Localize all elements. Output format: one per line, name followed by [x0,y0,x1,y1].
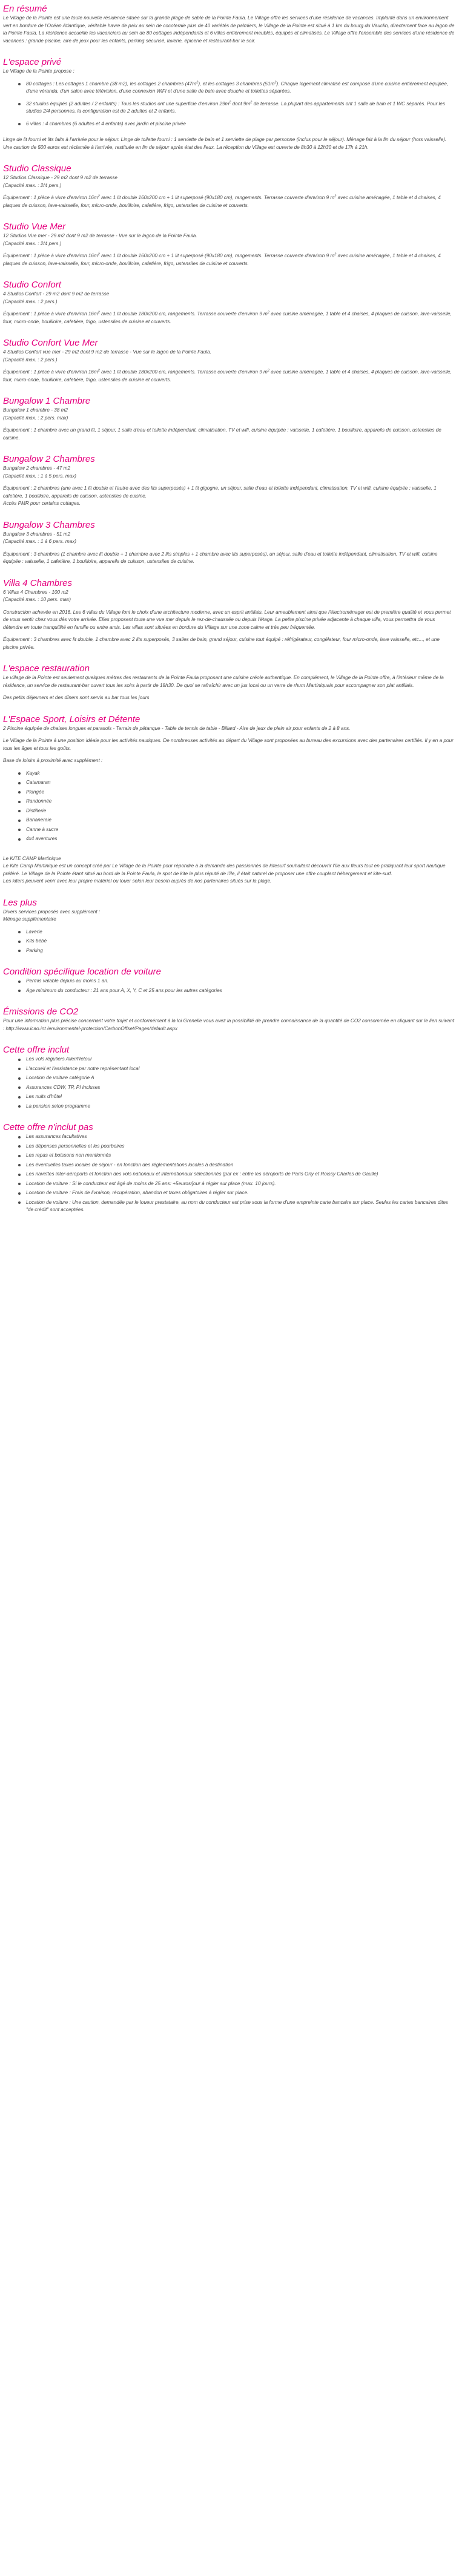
bungalow-2-pmr: Accès PMR pour certains cottages. [3,501,81,506]
studio-classique-equip: Équipement : 1 pièce à vivre d'environ $16m^2$ avec 1 lit double 160x200 cm + 1 lit superposé (90x180 cm), rangements. Terrasse couverte d'environ 9 $m^2$ avec cuisine aménagée, 1 table et 4 chaises, 4 plaques de cuisson, lave-vaisselle, four, micro-onde, bouilloire, cafetière, frigo, ustensiles de cuisine et couverts. [3,194,441,208]
list-item: 4x4 aventures [26,835,455,843]
section-title-studio-confort-vue-mer: Studio Confort Vue Mer [3,338,98,348]
list-item: Age minimum du conducteur : 21 ans pour A, X, Y, C et 25 ans pour les autres catégories [26,987,455,995]
studio-classique-line2: (Capacité max. : 2/4 pers.) [3,182,62,188]
sport-p2: Le Village de la Pointe à une position idéale pour les activités nautiques. De nombreuses activités au départ du Village sont proposées au bureau des excursions avec des partenaires certifiés. Il y en a pour tous les âges et tous les goûts. [3,738,454,751]
bungalow-2-equip: Équipement : 2 chambres (une avec 1 lit double et l'autre avec des lits superposés) + 1 lit gigogne, un séjour, salle d'eau et toilette indépendant, climatisation, TV et wifi, cuisine équipée : vaisselle, 1 cafetière, 1 bouilloire, appareils de cuisson, ustensiles de cuisine. [3,485,437,499]
list-item: Kits bébé [26,938,455,945]
inclut-list [3,1056,455,1110]
villa-4-desc: Construction achevée en 2016. Les 6 villas du Village font le choix d'une architecture moderne, avec un esprit antillais. Leur ameublement ainsi que l'électroménager est de première qualité et vous permet de vous sentir chez vous dès votre arrivée. Elles proposent toute une vue mer depuis le rez-de-chaussée ou depuis l'étage. La petite piscine privée adjacente à chaque villa, vous permettra de vous détendre en toute tranquillité en famille ou entre amis. Les villas sont situées en bordure du Village sur une zone calme et très peu fréquentée. [3,609,451,630]
sport-p3: Base de loisirs à proximité avec supplément : [3,758,103,763]
list-item: Location de voiture : Frais de livraison, récupération, abandon et taxes obligatoires à régler sur place. [26,1189,455,1197]
list-item: Catamaran [26,779,455,787]
list-item: Parking [26,947,455,955]
studio-confort-vue-mer-line1: 4 Studios Confort vue mer - 29 m2 dont 9 m2 de terrasse - Vue sur le lagon de la Pointe Faula. [3,349,211,355]
section-title-restauration: L'espace restauration [3,663,90,674]
list-item: Les vols réguliers Aller/Retour [26,1056,455,1063]
list-item: Les nuits d'hôtel [26,1093,455,1101]
bungalow-3-line2: (Capacité max. : 1 à 6 pers. max) [3,539,77,544]
list-item: Plongée [26,789,455,797]
villa-4-equip: Équipement : 3 chambres avec lit double, 1 chambre avec 2 lits superposés, 3 salles de bain, grand séjour, cuisine tout équipé : réfrigérateur, congélateur, four micro-onde, lave vaisselle, etc..., et une piscine privée. [3,637,440,650]
section-title-studio-classique: Studio Classique [3,163,71,174]
list-item: Bananeraie [26,816,455,824]
restauration-p2: Des petits déjeuners et des dîners sont servis au bar tous les jours [3,695,150,700]
section-title-sport: L'Espace Sport, Loisirs et Détente [3,714,140,724]
section-title-voiture: Condition spécifique location de voiture [3,967,161,977]
kite-text: Le Kite Camp Martinique est un concept créé par Le Village de la Pointe pour répondre à la demande des passionnés de kitesurf souhaitant découvrir l'île aux fleurs tout en pratiquant leur sport nautique préféré. Le Village de la Pointe étant situé au bord de la Pointe Faula, le spot de kite le plus réputé de l'île, il était naturel de proposer une offre couplant hébergement et kite-surf. [3,863,446,876]
studio-confort-line2: (Capacité max. : 2 pers.) [3,298,58,304]
list-item: Permis valable depuis au moins 1 an. [26,978,455,985]
section-title-studio-vue-mer: Studio Vue Mer [3,222,66,232]
list-item: 80 cottages : Les cottages 1 chambre (38 m2), les cottages 2 chambres $(47m^2)$, et les cottages 3 chambres $(51m^2)$. Chaque logement climatisé est composé d'une cuisine entièrement équipée, d'une véranda, d'un salon avec télévision, d'une connexion WiFi et d'une salle de bain avec douche et toilettes séparées. [26,80,455,96]
kite-title: Le KITE CAMP Martinique [3,855,61,861]
bungalow-1-line2: (Capacité max. : 2 pers. max) [3,415,68,421]
list-item: Les dépenses personnelles et les pourboires [26,1143,455,1151]
restauration-p1: Le village de la Pointe est seulement quelques mètres des restaurants de la Pointe Faula proposant une cuisine créole authentique. En complément, le Village de la Pointe offre, à l'intérieur même de la résidence, un service de restaurant-bar ouvert tous les soirs à partir de 18h30. De quoi se rafraîchir avec un jus local ou un verre de rhum Martiniquais pour accompagner son plat antillais. [3,675,444,688]
studio-vue-mer-equip: Équipement : 1 pièce à vivre d'environ $16m^2$ avec 1 lit double 160x200 cm + 1 lit superposé (90x180 cm), rangements. Terrasse couverte d'environ 9 $m^2$ avec cuisine aménagée, 1 table et 4 chaises, 4 plaques de cuisson, lave-vaisselle, four, micro-onde, bouilloire, cafetière, frigo, ustensiles de cuisine et couverts. [3,252,441,266]
list-item: Canne à sucre [26,826,455,834]
list-item: Kayak [26,770,455,778]
bungalow-2-line2: (Capacité max. : 1 à 5 pers. max) [3,473,77,479]
studio-confort-vue-mer-line2: (Capacité max. : 2 pers.) [3,356,58,363]
plus-intro-2: Ménage supplémentaire [3,916,56,922]
list-item: Assurances CDW, TP, PI incluses [26,1084,455,1092]
list-item: Location de voiture : Si le conducteur est âgé de moins de 25 ans: +5euros/jour à régler sur place (max. 10 jours). [26,1180,455,1188]
section-title-co2: Émissions de CO2 [3,1007,79,1017]
section-title-studio-confort: Studio Confort [3,280,61,290]
list-item: L'accueil et l'assistance par notre représentant local [26,1065,455,1073]
list-item: Laverie [26,928,455,936]
plus-list [3,928,455,955]
studio-classique-line1: 12 Studios Classique - 29 m2 dont 9 m2 de terrasse [3,175,117,180]
resume-text: Le Village de la Pointe est une toute nouvelle résidence située sur la grande plage de sable de la Pointe Faula. Le Village offre les services d'une résidence de vacances. Implanté dans un environnement vert en bordure de l'Océan Atlantique, véritable havre de paix au sein de cocoteraie plus de 40 variétés de palmiers, le Village de la Pointe est situé à 1 km du bourg du Vauclin, directement face au lagon de la Pointe Faula. La résidence accueille les vacanciers au sein de 80 cottages indépendants et 6 villas entièrement meublés, équipés et climatisés. Le Village offre l'ensemble des services d'une résidence de vacances : grande piscine, aire de jeux pour les enfants, parking sécurisé, laverie, épicerie et restaurant-bar le soir. [3,15,455,44]
bungalow-3-equip: Équipement : 3 chambres (1 chambre avec lit double + 1 chambre avec 2 lits simples + 1 chambre avec lits superposés), un séjour, salle d'eau et toilette indépendant, climatisation, TV et wifi, cuisine équipée : vaisselle, 1 cafetière, 1 bouilloire, appareils de cuisson, ustensiles de cuisine. [3,551,438,564]
bungalow-1-line1: Bungalow 1 chambre - 38 m2 [3,407,68,413]
section-title-bungalow-2: Bungalow 2 Chambres [3,454,95,464]
prive-list [3,80,455,128]
voiture-list [3,978,455,994]
section-title-plus: Les plus [3,897,37,908]
list-item: Les repas et boissons non mentionnés [26,1152,455,1160]
studio-vue-mer-line2: (Capacité max. : 2/4 pers.) [3,240,62,246]
section-title-ninclut: Cette offre n'inclut pas [3,1122,93,1132]
section-title-bungalow-1: Bungalow 1 Chambre [3,396,91,406]
section-title-prive: L'espace privé [3,57,62,67]
list-item: Les navettes inter-aéroports et fonction des vols nationaux et internationaux sélectionnés (par ex : entre les aéroports de Paris Orly et Roissy Charles de Gaulle) [26,1171,455,1178]
list-item: Les éventuelles taxes locales de séjour - en fonction des réglementations locales à destination [26,1162,455,1169]
studio-vue-mer-line1: 12 Studios Vue mer - 29 m2 dont 9 m2 de terrasse - Vue sur le lagon de la Pointe Faula. [3,233,197,238]
co2-text: Pour une information plus précise concernant votre trajet et conformément à la loi Grenelle vous avez la possibilité de prendre connaissance de la quantité de CO2 consommée en cliquant sur le lien suivant : http://www.icao.int /environmental-protection/CarbonOffset/Pages/default.aspx [3,1018,455,1031]
list-item: Distillerie [26,807,455,815]
section-title-bungalow-3: Bungalow 3 Chambres [3,519,95,530]
section-title-inclut: Cette offre inclut [3,1045,70,1055]
plus-intro-1: Divers services proposés avec supplément : [3,908,101,915]
list-item: Les assurances facultatives [26,1133,455,1141]
section-title-villa-4: Villa 4 Chambres [3,577,72,588]
studio-confort-vue-mer-equip: Équipement : 1 pièce à vivre d'environ $16m^2$ avec 1 lit double 180x200 cm, rangements. Terrasse couverte d'environ 9 $m^2$ avec cuisine aménagée, 1 table et 4 chaises, 4 plaques de cuisson, lave-vaisselle, four, micro-onde, bouilloire, cafetière, frigo, ustensiles de cuisine et couverts. [3,369,452,383]
section-title-resume: En résumé [3,4,47,14]
list-item: 32 studios équipés (2 adultes / 2 enfants) : Tous les studios ont une superficie d'environ $29m^2$ dont $9m^2$ de terrasse. La plupart des appartements ont 1 salle de bain et 1 WC séparés. Pour les studios 2/4 personnes, la configuration est de 2 adultes et 2 enfants. [26,100,455,116]
offer-details [0,0,459,1226]
sport-p1: 2 Piscine équipée de chaises longues et parasols - Terrain de pétanque - Table de tennis de table - Billard - Aire de jeux de plein air pour enfants de 2 à 8 ans. [3,725,351,731]
studio-confort-line1: 4 Studios Confort - 29 m2 dont 9 m2 de terrasse [3,291,110,297]
list-item: Location de voiture : Une caution, demandée par le loueur prestataire, au nom du conducteur est prise sous la forme d'une empreinte carte bancaire sur place. Seules les cartes bancaires dites "de crédit" sont acceptées. [26,1199,455,1214]
list-item: La pension selon programme [26,1103,455,1111]
prive-linge: Linge de lit fourni et lits faits à l'arrivée pour le séjour. Linge de toilette fourni : 1 serviette de bain et 1 serviette de plage par personne (inclus pour le séjour). Ménage fait à la fin du séjour (hors vaisselle). Une caution de 500 euros est réclamée à l'arrivée, restituée en fin de séjour après état des lieux. La réception du Village est ouverte de 8h30 à 12h30 et de 17h à 21h. [3,137,447,150]
sport-list [3,770,455,843]
villa-4-line1: 6 Villas 4 Chambres - 100 m2 [3,589,68,595]
studio-confort-equip: Équipement : 1 pièce à vivre d'environ $16m^2$ avec 1 lit double 180x200 cm, rangements. Terrasse couverte d'environ 9 $m^2$ avec cuisine aménagée, 1 table et 4 chaises, 4 plaques de cuisson, lave-vaisselle, four, micro-onde, bouilloire, cafetière, frigo, ustensiles de cuisine et couverts. [3,310,452,324]
prive-intro: Le Village de la Pointe propose : [3,68,74,74]
bungalow-1-equip: Équipement : 1 chambre avec un grand lit, 1 séjour, 1 salle d'eau et toilette indépendant, climatisation, TV et wifi, cuisine équipée : vaisselle, 1 cafetière, 1 bouilloire, appareils de cuisson, ustensiles de cuisine. [3,427,441,441]
ninclut-list [3,1133,455,1214]
bungalow-2-line1: Bungalow 2 chambres - 47 m2 [3,465,71,471]
list-item: Randonnée [26,798,455,806]
villa-4-line2: (Capacité max. : 10 pers. max) [3,597,71,602]
kite-text-2: Les kiters peuvent venir avec leur propre matériel ou louer selon leur besoin auprès de nos partenaires situés sur la plage. [3,878,272,884]
bungalow-3-line1: Bungalow 3 chambres - 51 m2 [3,531,71,537]
list-item: Location de voiture catégorie A [26,1074,455,1082]
list-item: 6 villas : 4 chambres (6 adultes et 4 enfants) avec jardin et piscine privée [26,120,455,128]
